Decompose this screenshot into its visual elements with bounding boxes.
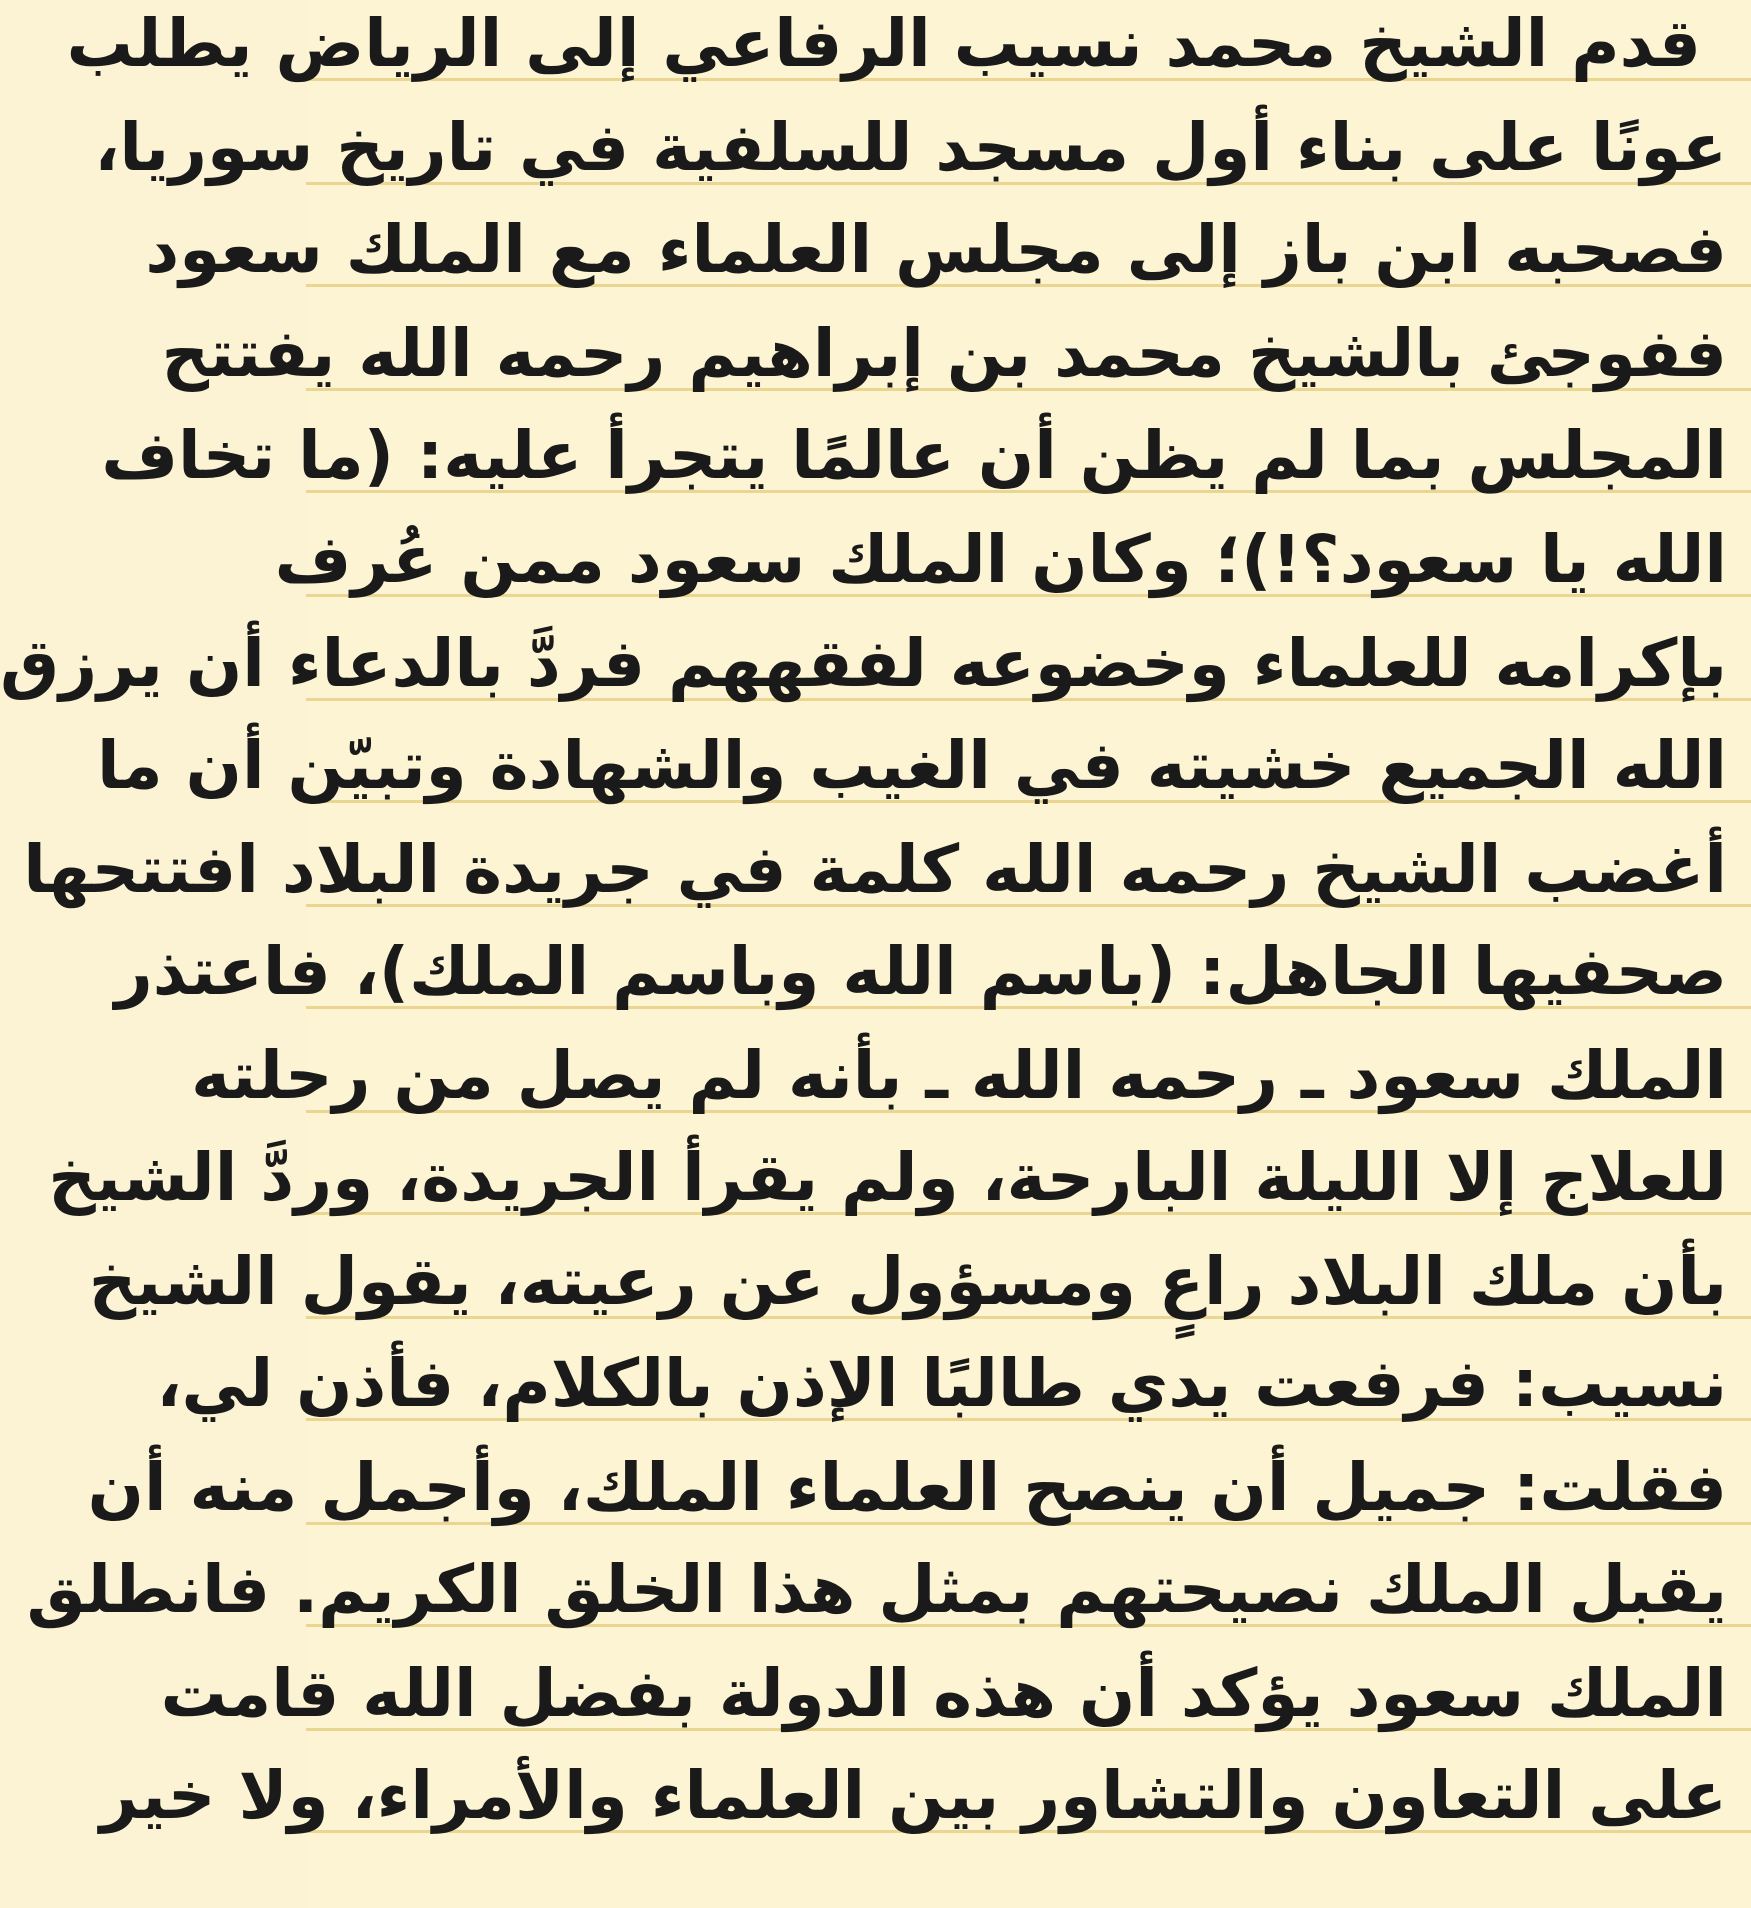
text-line: الله يا سعود؟!)؛ وكان الملك سعود ممن عُرف xyxy=(274,521,1727,598)
text-line: ففوجئ بالشيخ محمد بن إبراهيم رحمه الله يفتتح xyxy=(161,315,1727,392)
text-line: صحفيها الجاهل: (باسم الله وباسم الملك)، فاعتذر xyxy=(114,933,1727,1010)
text-line: الملك سعود يؤكد أن هذه الدولة بفضل الله قامت xyxy=(160,1655,1727,1732)
text-line: فقلت: جميل أن ينصح العلماء الملك، وأجمل منه أن xyxy=(87,1449,1727,1526)
text-line: للعلاج إلا الليلة البارحة، ولم يقرأ الجريدة، وردَّ الشيخ xyxy=(48,1139,1727,1216)
text-line: عونًا على بناء أول مسجد للسلفية في تاريخ سوريا، xyxy=(94,109,1727,186)
text-line: أغضب الشيخ رحمه الله كلمة في جريدة البلاد افتتحها xyxy=(23,831,1727,908)
text-line: المجلس بما لم يظن أن عالمًا يتجرأ عليه: (ما تخاف xyxy=(101,417,1727,494)
text-line: نسيب: فرفعت يدي طالبًا الإذن بالكلام، فأذن لي، xyxy=(156,1345,1727,1422)
text-line: بأن ملك البلاد راعٍ ومسؤول عن رعيته، يقول الشيخ xyxy=(88,1243,1727,1320)
text-line: الملك سعود ـ رحمه الله ـ بأنه لم يصل من رحلته xyxy=(191,1037,1727,1114)
text-line: فصحبه ابن باز إلى مجلس العلماء مع الملك سعود xyxy=(145,211,1727,288)
text-line: على التعاون والتشاور بين العلماء والأمراء، ولا خير xyxy=(99,1757,1727,1834)
text-line: يقبل الملك نصيحتهم بمثل هذا الخلق الكريم. فانطلق xyxy=(26,1551,1727,1628)
text-line: قدم الشيخ محمد نسيب الرفاعي إلى الرياض يطلب xyxy=(66,5,1701,82)
text-line: بإكرامه للعلماء وخضوعه لفقههم فردَّ بالدعاء أن يرزق xyxy=(0,625,1727,702)
text-line: الله الجميع خشيته في الغيب والشهادة وتبيّن أن ما xyxy=(97,727,1727,804)
